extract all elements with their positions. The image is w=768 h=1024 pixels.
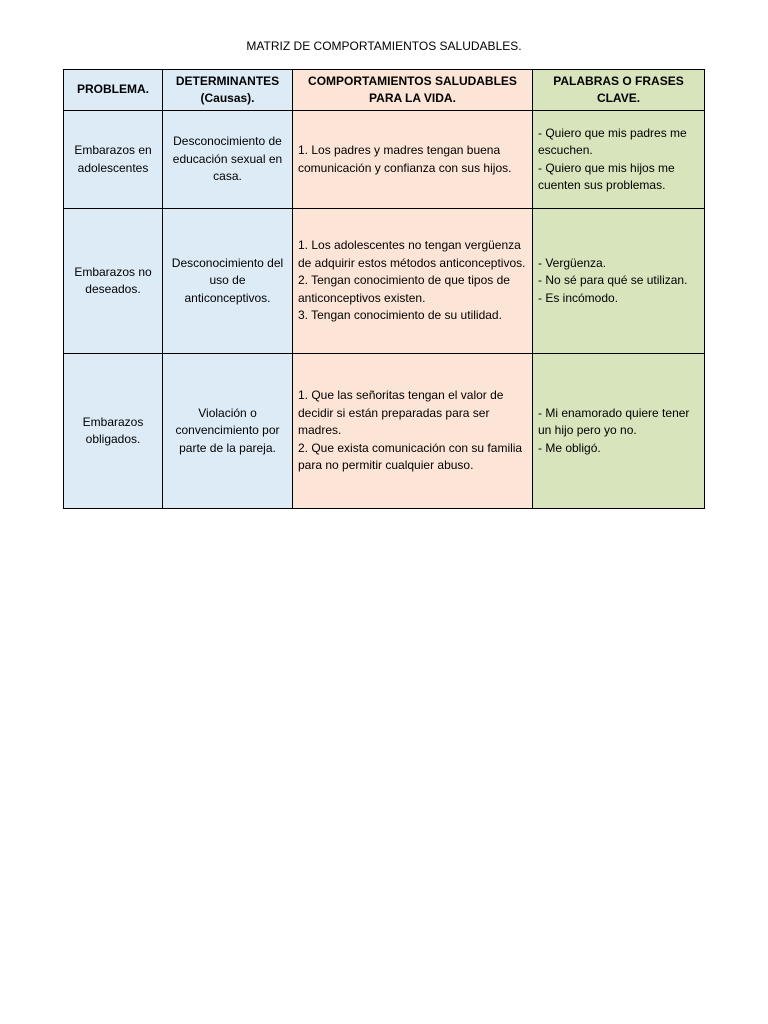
healthy-behaviors-matrix	[63, 69, 705, 509]
cell-comportamientos	[293, 111, 533, 209]
header-row	[64, 70, 705, 111]
phrase-item: - Vergüenza.	[538, 255, 607, 270]
header-comportamientos: COMPORTAMIENTOS SALUDABLES PARA LA VIDA.	[293, 70, 533, 111]
phrase-item: - Mi enamorado quiere tener un hijo pero yo no.	[538, 405, 690, 438]
table-row	[64, 209, 705, 354]
cell-frases-clave	[533, 111, 705, 209]
table-row	[64, 354, 705, 509]
phrase-item: - Es incómodo.	[538, 290, 619, 305]
table-row	[64, 111, 705, 209]
behavior-item: 1. Que las señoritas tengan el valor de decidir si están preparadas para ser madres.	[298, 388, 504, 438]
behavior-item: 2. Que exista comunicación con su familia para no permitir cualquier abuso.	[298, 440, 523, 473]
cell-comportamientos	[293, 354, 533, 509]
cell-determinantes: Desconocimiento de educación sexual en casa.	[163, 111, 293, 209]
behavior-item: 2. Tengan conocimiento de que tipos de anticonceptivos existen.	[298, 273, 510, 305]
cell-problema: Embarazos en adolescentes	[64, 111, 163, 209]
phrase-item: - Quiero que mis padres me escuchen.	[538, 125, 687, 157]
cell-frases-clave	[533, 354, 705, 509]
page-title: MATRIZ DE COMPORTAMIENTOS SALUDABLES.	[246, 39, 522, 53]
behavior-item: 3. Tengan conocimiento de su utilidad.	[298, 308, 502, 323]
behavior-item: 1. Los padres y madres tengan buena comunicación y confianza con sus hijos.	[298, 143, 512, 175]
header-problema: PROBLEMA.	[64, 70, 163, 111]
cell-problema: Embarazos no deseados.	[64, 209, 163, 354]
phrase-item: - No sé para qué se utilizan.	[538, 273, 688, 288]
cell-determinantes: Desconocimiento del uso de anticonceptivos.	[163, 209, 293, 354]
cell-comportamientos	[293, 209, 533, 354]
cell-frases-clave	[533, 209, 705, 354]
header-determinantes: DETERMINANTES (Causas).	[163, 70, 293, 111]
cell-determinantes: Violación o convencimiento por parte de la pareja.	[163, 354, 293, 509]
behavior-item: 1. Los adolescentes no tengan vergüenza de adquirir estos métodos anticonceptivos.	[298, 238, 526, 270]
phrase-item: - Quiero que mis hijos me cuenten sus problemas.	[538, 160, 675, 192]
phrase-item: - Me obligó.	[538, 440, 601, 455]
header-frases-clave: PALABRAS O FRASES CLAVE.	[533, 70, 705, 111]
cell-problema: Embarazos obligados.	[64, 354, 163, 509]
